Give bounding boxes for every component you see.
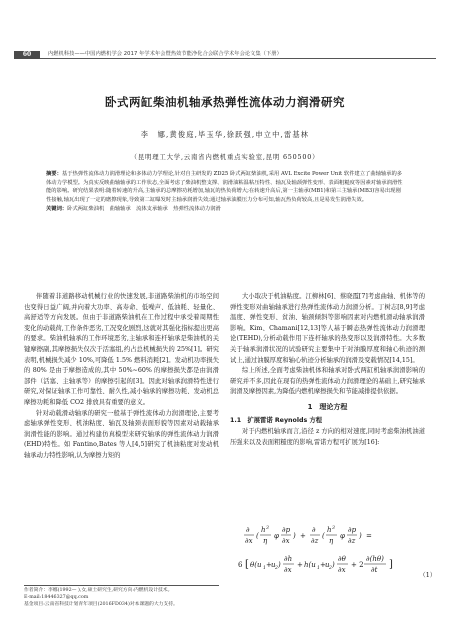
svg-text:=: = xyxy=(366,532,372,540)
svg-text:η: η xyxy=(263,537,268,545)
paper-title: 卧式两缸柴油机轴承热弹性流体动力润滑研究 xyxy=(105,95,345,109)
svg-text:]: ] xyxy=(389,559,393,570)
svg-text:h: h xyxy=(261,526,266,534)
svg-text:+: + xyxy=(320,561,326,569)
footnote xyxy=(24,585,219,608)
svg-text:3: 3 xyxy=(266,526,269,531)
svg-text:∂h: ∂h xyxy=(284,555,293,563)
svg-text:u: u xyxy=(325,561,330,569)
right-column xyxy=(230,292,425,448)
subsection-heading-1-1: 1.1 扩展雷诺 Reynolds 方程 xyxy=(230,416,323,424)
reynolds-paragraph: 对于内燃机轴承而言,沿径 z 方向的相对速度,同时考虑柴油机油道压强来以及表面粗糙度的影响,雷诺方程可扩展为[16]: xyxy=(230,428,425,446)
intro-paragraph-4: 综上所述,全面考虑柴油机体和轴承对卧式两缸机轴承润滑影响的研究并不多,因此在现有的热弹性流体动力润滑理论的基础上,研究轴承润滑及摩擦因素,为降低内燃机摩擦损失和节能减排提供依据。 xyxy=(230,367,425,396)
abstract xyxy=(46,170,404,214)
footnote-funding: 基金项目:云南省科技计划青年项目(2016FD034)对本课题的大力支持。 xyxy=(24,601,178,607)
svg-text:6: 6 xyxy=(238,561,243,569)
intro-paragraph-3: 大小取决于机油粘度。江柳林[6]、蔡晓霞[7]考虑曲轴、机体等的弹性变形对曲轴轴承进行热弹性流体动力润滑分析。丁树志[8,9]考虑温度、弹性变形、贫油、轴颈倾斜等影响因素对内燃机滑动轴承润滑影响。Kim、Chamani[12,13]等人基于瞬态热弹性流体动力润滑理论(TEHD),分析动载作用下连杆轴承的热变形以及润滑特性。大多数关于轴承润滑状况的试验研究主要集中于对油膜厚度和轴心轨迹的测试上,通过油膜厚度和轴心轨迹分析轴承的润滑及变载情况[14,15]。 xyxy=(230,293,425,364)
intro-paragraph-2: 针对动载滑动轴承的研究一般基于弹性流体动力润滑理论,主要考虑轴承弹性变形、机油粘度、轴瓦及轴颈表面形貌等因素对动载轴承润滑性能的影响。通过构建仿真模型来研究轴承的弹性流体动力润滑(EHD)特性。如 Fantino,Bates 等人[4,5]研究了机油粘度对发动机轴承动力特性影响,认为摩擦力矩的 xyxy=(24,409,219,459)
affiliation: （昆明理工大学,云南省内燃机重点实验室,昆明 650500） xyxy=(130,153,320,161)
svg-text:): ) xyxy=(293,532,296,540)
running-header xyxy=(14,50,436,59)
abstract-body xyxy=(46,170,404,204)
svg-text:h(u: h(u xyxy=(304,561,316,569)
svg-text:3: 3 xyxy=(332,526,335,531)
svg-text:+: + xyxy=(300,532,306,540)
svg-text:∂p: ∂p xyxy=(282,526,291,534)
svg-text:∂x: ∂x xyxy=(338,566,346,574)
svg-text:∂: ∂ xyxy=(246,526,250,534)
running-head-text: 内燃机科技——中国内燃机学会 2017 年学术年会暨热效节能净化合会联合学术年会论文集（下册） xyxy=(40,50,436,59)
svg-text:η: η xyxy=(329,537,334,545)
left-column xyxy=(24,292,219,462)
keywords-label: 关键词： xyxy=(46,206,68,212)
svg-text:∂z: ∂z xyxy=(348,537,356,545)
svg-text:+: + xyxy=(297,561,303,569)
svg-text:u: u xyxy=(271,561,276,569)
svg-text:∂θ: ∂θ xyxy=(338,555,346,563)
svg-text:1: 1 xyxy=(317,566,320,571)
footnote-email: E-mail:18446327@qq.com xyxy=(24,594,89,600)
svg-text:(: ( xyxy=(322,532,325,540)
svg-text:): ) xyxy=(332,561,335,569)
equation-number: （1） xyxy=(419,572,436,579)
keywords xyxy=(46,205,404,214)
svg-text:θ(u: θ(u xyxy=(250,561,262,569)
svg-text:∂t: ∂t xyxy=(371,566,378,574)
svg-text:∂x: ∂x xyxy=(245,537,253,545)
reynolds-equation xyxy=(236,522,436,582)
svg-text:1: 1 xyxy=(263,566,266,571)
footnote-author: 作者简介：李娜(1992— ),女,硕士研究生,研究方向:内燃机设计技术。 xyxy=(24,588,173,593)
svg-text:∂p: ∂p xyxy=(348,526,357,534)
section-heading-1: 1 理论方程 xyxy=(307,402,348,411)
svg-text:+: + xyxy=(266,561,272,569)
svg-text:h: h xyxy=(327,526,332,534)
svg-text:+ 2: + 2 xyxy=(351,561,364,569)
svg-text:φ: φ xyxy=(274,532,279,540)
svg-text:∂z: ∂z xyxy=(311,537,319,545)
page-number: 60 xyxy=(14,51,40,59)
svg-text:∂(hθ): ∂(hθ) xyxy=(366,555,384,563)
svg-text:∂x: ∂x xyxy=(282,537,290,545)
svg-text:φ: φ xyxy=(340,532,345,540)
svg-text:): ) xyxy=(278,561,281,569)
svg-text:): ) xyxy=(359,532,362,540)
svg-text:2: 2 xyxy=(329,566,332,571)
abstract-text: 基于热弹性流体动力润滑理论和多体动力学理论,针对自主研发的 ZD25 卧式两缸柴油机,采用 AVL Excite Power Unit 软件建立了曲轴轴承的多体动力学模型。为真实反映曲轴轴承的工作状态,全面考虑了柴油机整支撑、润滑油粘温粘压特性、轴瓦及轴颈弹性变形、表面粗糙度等因素对轴承润滑性能的影响。研究结果表明:随着转速的升高,主轴承的总摩擦功耗增加,轴瓦的热负荷增大;在转速升高后,第一主轴承(MB1)和第三主轴承(MB3)容易出现刚性接触,轴瓦出现了一定的磨擦现象,导致第二缸曝发时主轴承润滑失效;通过轴承油膜压力分布可知,轴瓦热负荷较高,且是易发生润滑失效。 xyxy=(46,171,403,203)
svg-text:2: 2 xyxy=(275,566,278,571)
keywords-text: 卧式两缸柴油机 曲轴轴承 流体支承轴承 热弹性流体动力润滑 xyxy=(67,206,221,212)
svg-text:∂x: ∂x xyxy=(284,566,292,574)
svg-text:[: [ xyxy=(245,559,249,570)
svg-text:(: ( xyxy=(256,532,259,540)
intro-paragraph-1: 伴随着非道路移动机械行业的快速发展,非道路柴油机的市场空间也变得日益广阔,并向着大功率、高寿命、低噪声、低油耗、轻量化、高舒适等方向发展。但由于非道路柴油机在工作过程中承受着周期性变化的动载荷,工作条件恶劣,工况变化剧烈,这就对其强化指标提出更高的要求。柴油机轴承的工作环境恶劣,主轴承和连杆轴承是柴油机的关键摩擦副,其摩擦损失仅次于活塞组,约占总机械损失的 25%[1]。研究表明,机械损失减少 10%,可降低 1.5% 燃料消耗[2]。发动机功率损失的 80% 是由于摩擦造成的,其中 50%~60% 的摩擦损失都是由润滑部件（活塞、主轴承等）的摩擦引起的[3]。因此对轴承润滑特性进行研究,对保证轴承工作可靠性、耐久性,减小轴承的摩擦功耗、发动机总摩擦功耗和降低 CO2 排放具有重要的意义。 xyxy=(24,293,219,406)
svg-text:∂: ∂ xyxy=(312,526,316,534)
author-list: 李 娜,黄俊庭,毕玉华,徐跃强,申立中,雷基林 xyxy=(140,130,310,139)
abstract-label: 摘要： xyxy=(46,171,62,177)
